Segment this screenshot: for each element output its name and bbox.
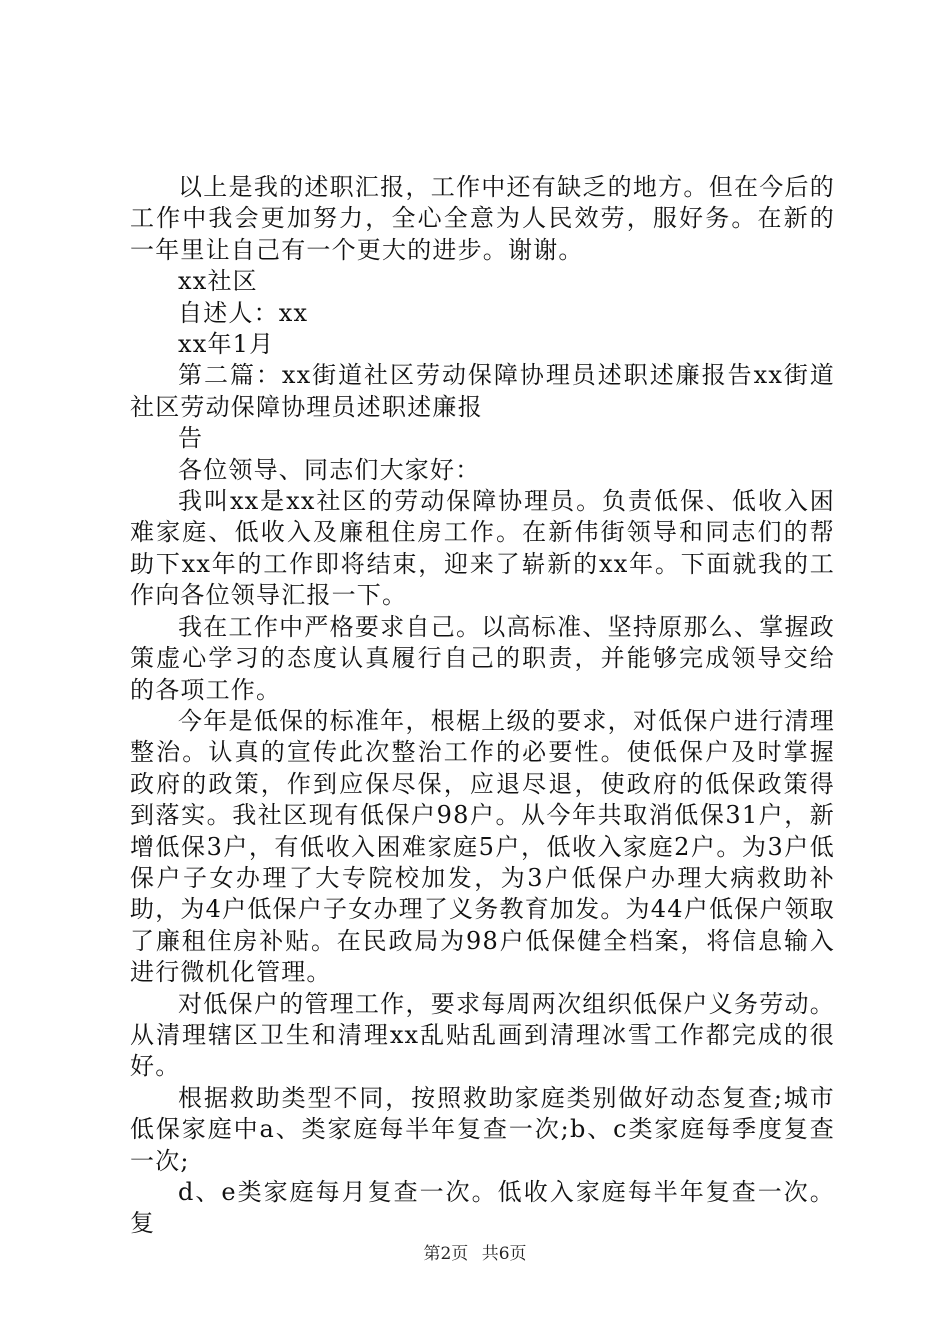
paragraph: 今年是低保的标准年，根椐上级的要求，对低保户进行清理整治。认真的宣传此次整治工作的必要性。使低保户及时掌握政府的政策，作到应保尽保，应退尽退，使政府的低保政策得到落实。我社区现有低保户98户。从今年共取消低保31户，新增低保3户，有低收入困难家庭5户，低收入家庭2户。为3户低保户子女办理了大专院校加发，为3户低保户办理大病救助补助，为4户低保户子女办理了义务教育加发。为44户低保户领取了廉租住房补贴。在民政局为98户低保健全档案，将信息输入进行微机化管理。 [130,706,835,987]
page-total: 共6页 [481,1244,527,1264]
page-footer [0,1239,950,1264]
paragraph: xx社区 [178,267,258,296]
paragraph: 自述人：xx [178,298,309,327]
paragraph: 根据救助类型不同，按照救助家庭类别做好动态复查;城市低保家庭中a、类家庭每半年复查一次;b、c类家庭每季度复查一次; [130,1083,835,1175]
paragraph: 告 [178,424,204,453]
paragraph: 我在工作中严格要求自己。以高标准、坚持原那么、掌握政策虚心学习的态度认真履行自己的职责，并能够完成领导交给的各项工作。 [130,612,835,704]
salutation: 各位领导、同志们大家好： [178,455,481,484]
paragraph: 我叫xx是xx社区的劳动保障协理员。负责低保、低收入困难家庭、低收入及廉租住房工作。在新伟街领导和同志们的帮助下xx年的工作即将结束，迎来了崭新的xx年。下面就我的工作向各位领导汇报一下。 [130,487,835,610]
document-body [130,172,835,1240]
paragraph: 以上是我的述职汇报，工作中还有缺乏的地方。但在今后的工作中我会更加努力，全心全意为人民效劳，服好务。在新的一年里让自己有一个更大的进步。谢谢。 [130,173,835,264]
paragraph: xx年1月 [178,330,275,359]
page-number: 第2页 [423,1244,469,1264]
section-heading: 第二篇：xx街道社区劳动保障协理员述职述廉报告xx街道社区劳动保障协理员述职述廉报 [130,361,835,421]
paragraph: 对低保户的管理工作，要求每周两次组织低保户义务劳动。从清理辖区卫生和清理xx乱贴乱画到清理冰雪工作都完成的很好。 [130,989,835,1081]
paragraph: d、e类家庭每月复查一次。低收入家庭每半年复查一次。复 [130,1178,835,1238]
